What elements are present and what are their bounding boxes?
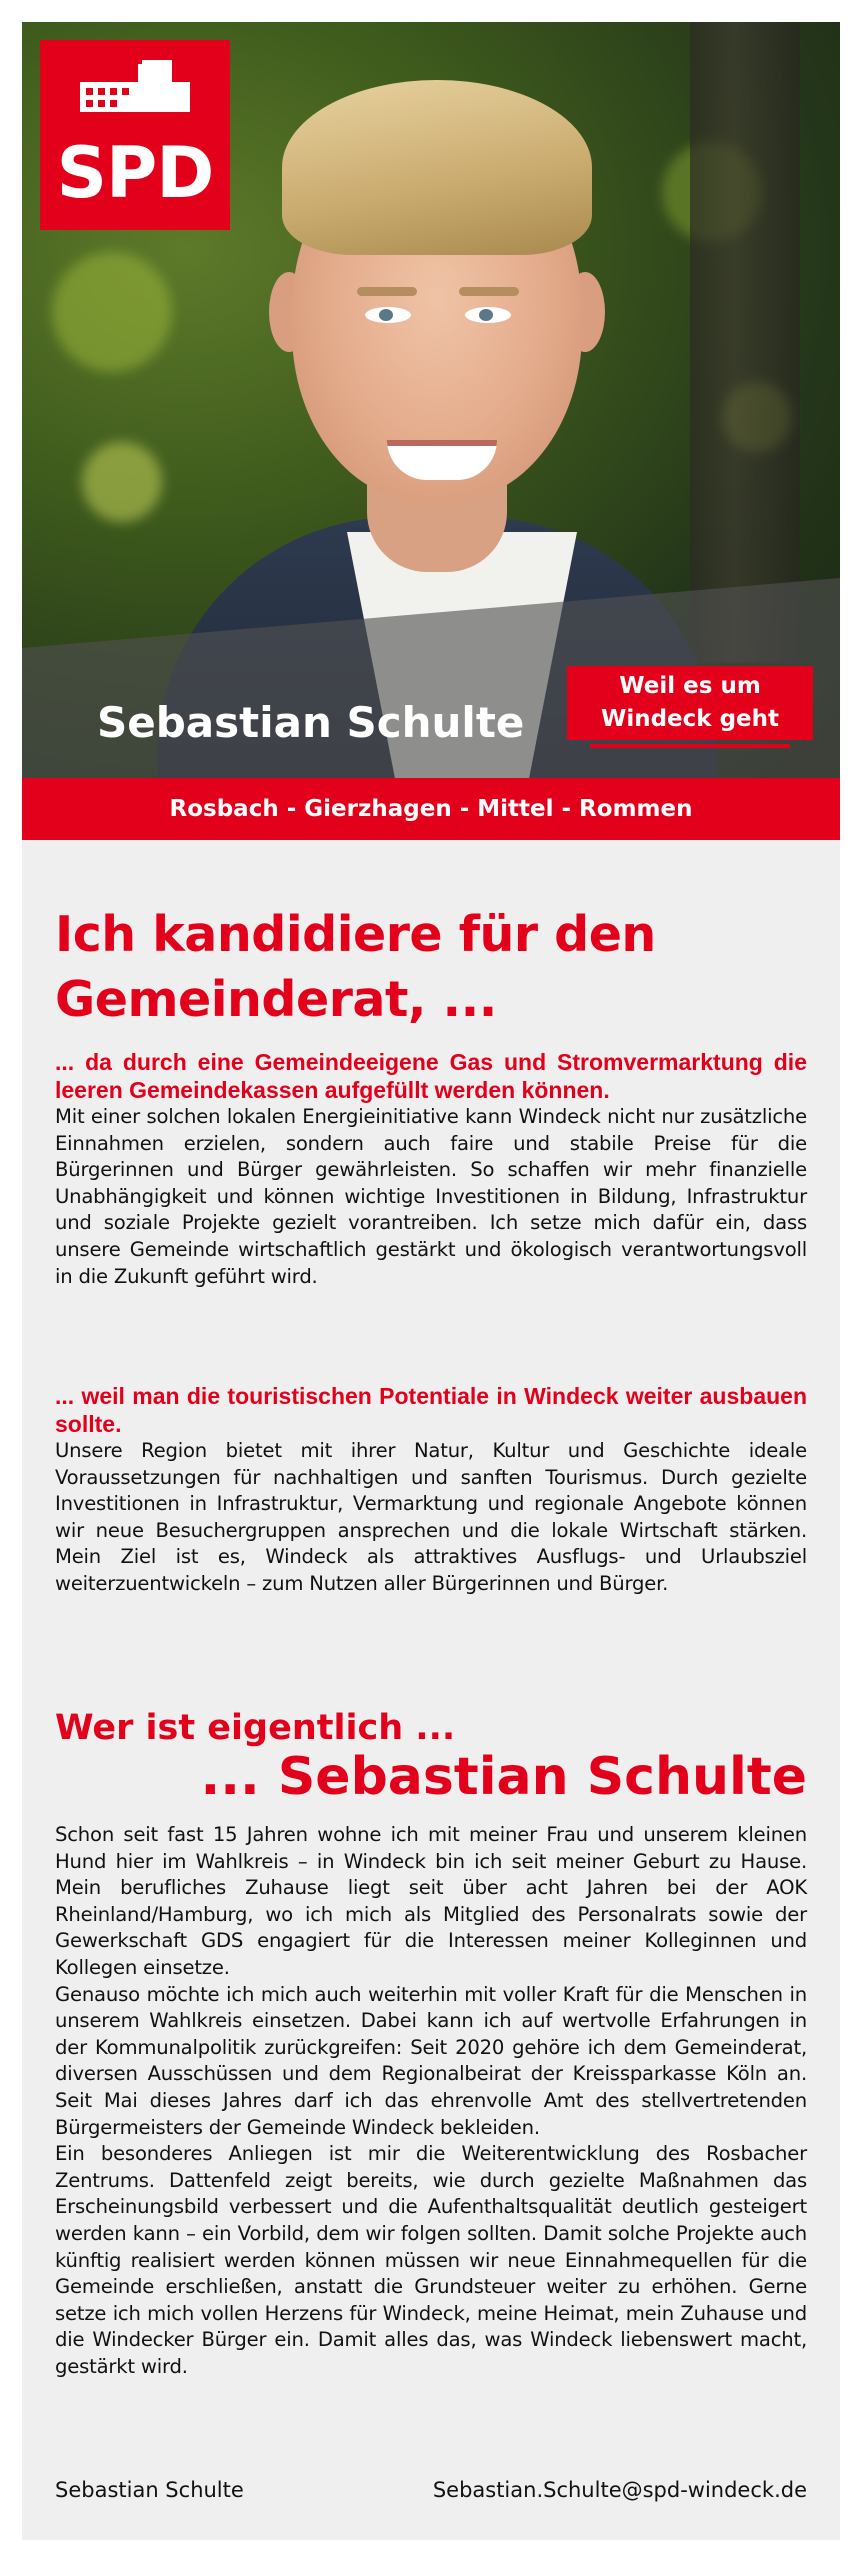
point-tourism-text: Unsere Region bietet mit ihrer Natur, Kultur und Geschichte ideale Voraussetzungen für nachhaltigen und sanften Tourismus. Durch gezielte Investitionen in Infrastruktur, Vermarktung und regionale Angebote können wir neue Besuchergruppen ansprechen und die lokale Wirtschaft stärken. Mein Ziel ist es, Windeck als attraktives Ausflugs- und Urlaubsziel weiterzuentwickeln – zum Nutzen aller Bürgerinnen und Bürger.: [55, 1439, 807, 1595]
about-paragraph-2: Genauso möchte ich mich auch weiterhin mit voller Kraft für die Menschen in unserem Wahlkreis einsetzen. Dabei kann ich auf wertvolle Erfahrungen in der Kommunalpolitik zurückgreifen: Seit 2020 gehöre ich dem Gemeinderat, diversen Ausschüssen und dem Regionalbeirat der Kreissparkasse Köln an. Seit Mai dieses Jahres darf ich das ehrenvolle Amt des stellvertretenden Bürgermeisters der Gemeinde Windeck bekleiden.: [55, 1982, 807, 2139]
point-tourism-title: ... weil man die touristischen Potentiale in Windeck weiter ausbauen sollte.: [55, 1383, 807, 1437]
candidate-name: Sebastian Schulte: [97, 698, 525, 747]
about-paragraph-1: Schon seit fast 15 Jahren wohne ich mit meiner Frau und unserem kleinen Hund hier im Wahlkreis – in Windeck bin ich seit meiner Geburt zu Hause. Mein berufliches Zuhause liegt seit über acht Jahren bei der AOK Rheinland/Hamburg, wo ich mich als Mitglied des Personalrats sowie der Gewerkschaft GDS engagiert für die Interessen meiner Kolleginnen und Kollegen einsetze.: [55, 1823, 807, 1979]
about-heading-name: ... Sebastian Schulte: [200, 1747, 807, 1807]
spd-building-icon: [80, 60, 190, 114]
footer: [55, 2480, 807, 2501]
spd-logo: [40, 40, 230, 230]
point-energy-title: ... da durch eine Gemeindeeigene Gas und Stromvermarktung die leeren Gemeindekassen aufgefüllt werden können.: [55, 1049, 807, 1103]
candidate-photo: [22, 22, 840, 778]
slogan-badge: Weil es um Windeck geht: [567, 666, 813, 740]
about-text: [55, 1822, 807, 2380]
logo-text: SPD: [56, 132, 214, 214]
footer-email[interactable]: Sebastian.Schulte@spd-windeck.de: [432, 2478, 807, 2502]
point-tourism: [55, 1382, 807, 1598]
about-heading: Wer ist eigentlich ...: [55, 1708, 456, 1748]
district-banner: Rosbach - Gierzhagen - Mittel - Rommen: [22, 778, 840, 840]
candidacy-section: [55, 902, 807, 1032]
footer-name: Sebastian Schulte: [55, 2478, 244, 2502]
about-section: [55, 1707, 807, 1806]
slogan-underline: [590, 744, 790, 748]
point-energy-text: Mit einer solchen lokalen Energieinitiative kann Windeck nicht nur zusätzliche Einnahmen erzielen, sondern auch faire und stabile Preise für die Bürgerinnen und Bürger gewährleisten. So schaffen wir mehr finanzielle Unabhängigkeit und können wichtige Investitionen in Bildung, Infrastruktur und soziale Projekte gezielt vorantreiben. Ich setze mich dafür ein, dass unsere Gemeinde wirtschaftlich gestärkt und ökologisch verantwortungsvoll in die Zukunft geführt wird.: [55, 1105, 807, 1288]
flyer: [22, 22, 840, 2540]
about-paragraph-3: Ein besonderes Anliegen ist mir die Weiterentwicklung des Rosbacher Zentrums. Dattenfeld zeigt bereits, wie durch gezielte Maßnahmen das Erscheinungsbild verbessert und die Aufenthaltsqualität deutlich gesteigert werden kann – ein Vorbild, dem wir folgen sollten. Damit solche Projekte auch künftig realisiert werden können müssen wir neue Einnahmequellen für die Gemeinde erschließen, anstatt die Grundsteuer weiter zu erhöhen. Gerne setze ich mich vollen Herzens für Windeck, meine Heimat, mein Zuhause und die Windecker Bürger ein. Damit alles das, was Windeck liebenswert macht, gestärkt wird.: [55, 2142, 807, 2378]
candidacy-heading: Ich kandidiere für den Gemeinderat, ...: [55, 906, 656, 1028]
point-energy: [55, 1048, 807, 1290]
